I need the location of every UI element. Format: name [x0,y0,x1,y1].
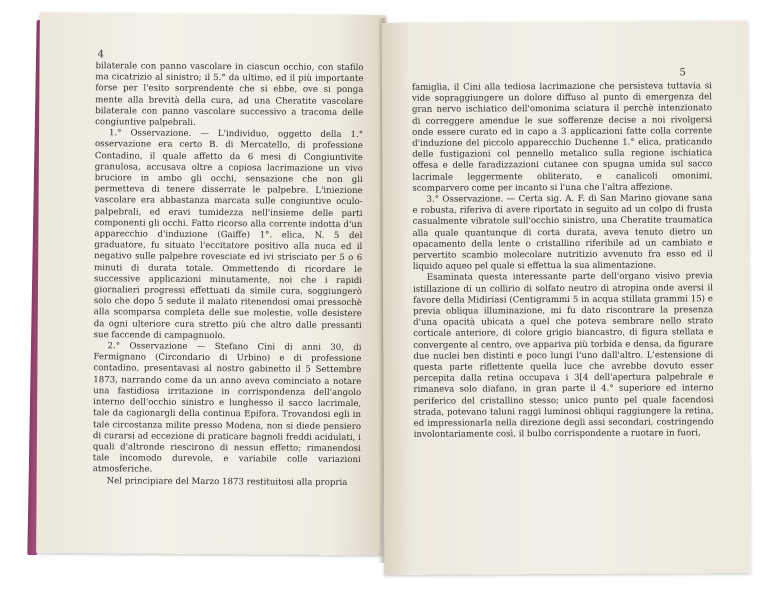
paragraph: 2.° Osservazione — Stefano Cini di anni 30, di Fermignano (Circondario di Urbino) e di professione contadino, presentavasi al nostro gabinetto il 5 Settembre 1873, narrando come da un anno aveva cominciato a notare una fastidiosa irritazione in corrispondenza dell'angolo interno dell'occhio sinistro e lunghesso il sacco lacrimale, tale da cagionargli della continua Epifora. Trovandosi egli in tale circostanza milite presso Modena, non si diede pensiero di curarsi ad eccezione di praticare bagnoli freddi acidulati, i quali d'altronde riescirono di nessun effetto; rimanendosi tale incomodo durevole, e variabile colle variazioni atmosferiche. [92,341,362,475]
paragraph: 1.° Osservazione. — L'individuo, oggetto della 1.° osservazione era certo B. di Mercatello, di professione Contadino, il quale affetto da 6 mesi di Congiuntivite granulosa, accusava oltre a copiosa lacrimazione un vivo bruciore in ambo gli occhi, sensazione che non gli permetteva di tenere disserrate le palpebre. L'iniezione vascolare era abbastanza marcata sulle congiuntive oculo-palpebrali, ed eravi tumidezza nell'insieme delle parti componenti gli occhi. Fatto ricorso alla corrente indotta d'un apparecchio d'induzione (Gaiffe) 1°. elica, N. 5 del graduatore, fu situato l'eccitatore positivo alla nuca ed il negativo sulle palpebre rovesciate ed ivi strisciato per 5 o 6 minuti di durata totale. Ommettendo di ricordare le successive applicazioni minutamente, noi che i rapidi giornalieri progressi effettuati da simile cura, soggiungerò solo che dopo 5 sedute il malato ritenendosi omai pressochè alla scomparsa completa delle sue molestie, volle desistere da ogni ulteriore cura stretto più che altro dalle pressanti sue faccende di campagnuolo. [93,128,364,341]
paragraph: Nel principiare del Marzo 1873 restituitosi alla propria [106,475,348,488]
left-page [36,13,386,555]
page-text [412,81,714,441]
paragraph: 3.° Osservazione. — Certa sig. A. F. di San Marino giovane sana e robusta, riferiva di avere riportato in seguito ad un colpo di frusta casualmente vibratole sull'occhio sinistro, una Cheratite traumatica alla quale quantunque di corta durata, aveva tenuto dietro un opacamento della lente o cristallino riferibile ad un cambiato e pervertito scambio molecolare nutritizio avvenuto fra esso ed il liquido aqueo pel quale si effettua la sua alimentazione. [412,193,713,273]
page-number: 4 [97,49,105,61]
right-page [382,21,751,575]
page-text [93,61,364,489]
page-number: 5 [679,67,686,79]
paragraph: Esaminata questa interessante parte dell'organo visivo previa istillazione di un collirio di solfato neutro di atropina onde aversi il favore della Midiriasi (Centigrammi 5 in acqua stillata grammi 15) e previa obliqua illuminazione, mi fu dato riscontrare la presenza d'una opacità ubicata a quel che poteva sembrare nello strato corticale anteriore, di colore grigio biancastro, di figura stellata e convergente al centro, ove appariva più torbida e densa, da figurare due nuclei ben distinti e poco lungi l'uno dall'altro. L'estensione di questa parte riflettente quella luce che avrebbe dovuto esser percepita dalla retina occupava i 3[4 dell'apertura palpebrale e rimaneva solo diafano, in gran parte il 4.° superiore ed interno periferico del cristallino stesso; unico punto pel quale facendosi strada, potevano taluni raggi luminosi obliqui raggiungere la retina, ed impressionarla nella direzione degli assi secondari, costringendo involontariamente così, il bulbo corrispondente a ruotare in fuori, [412,271,714,441]
paragraph: famiglia, il Cini alla tediosa lacrimazione che persisteva tuttavia si vide sopraggiungere un dolore diffuso al punto di emergenza del gran nervo ischiatico dell'omonima sciatura il perchè intenzionato di correggere amendue le sue sofferenze decise a noi rivolgersi onde essere curato ed in capo a 3 applicazioni fatte colla corrente d'induzione del piccolo apparecchio Duchenne 1.° elica, praticando delle fustigazioni col pennello metalico sulla regione ischiatica offesa e delle faradizzazioni cutanee con spugna umida sul sacco lacrimale leggermente obliterato, e canalicoli omonimi, scomparvero come per incanto si l'una che l'altra affezione. [411,81,713,194]
paragraph: bilaterale con panno vascolare in ciascun occhio, con stafilo ma cicatrizio al sinistro; il 5.° da ultimo, ed il più importante forse per l'esito sorprendente che si ebbe, ove si ponga mente alla brevità della cura, ad una Cheratite vascolare bilaterale con panno vascolare successivo a tracoma delle congiuntive palpebrali. [95,61,364,128]
